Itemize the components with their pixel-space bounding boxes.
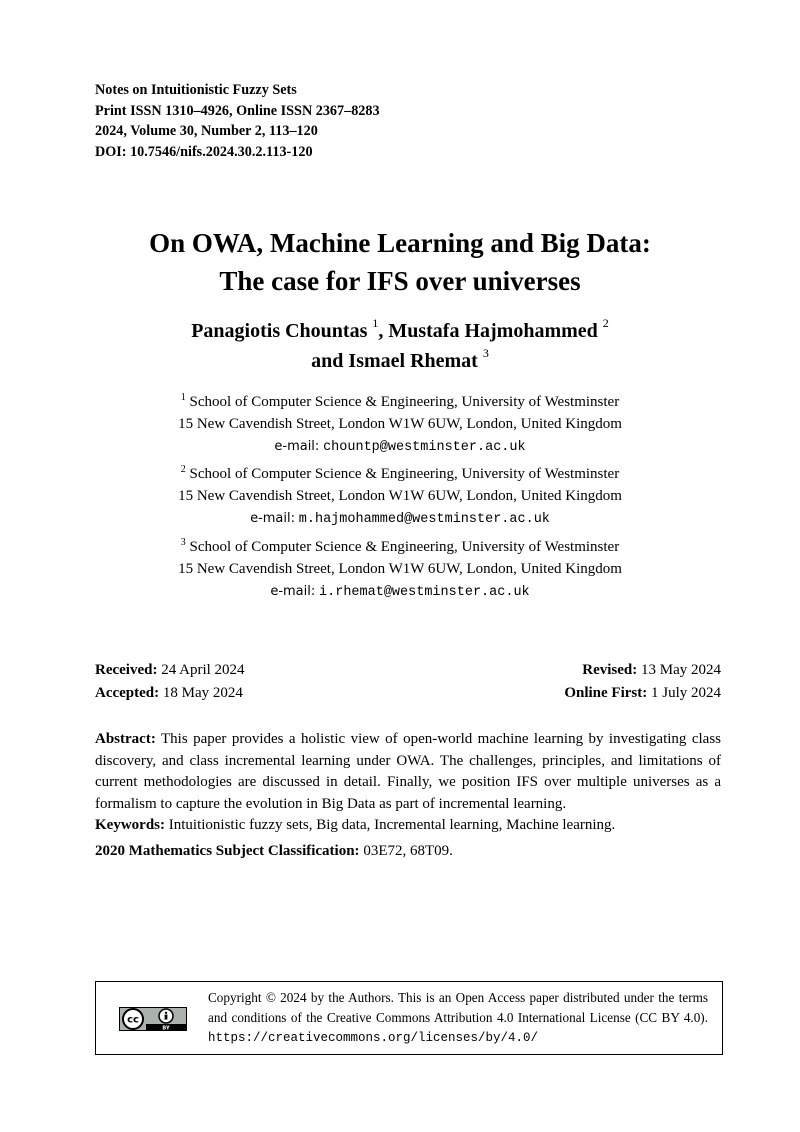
abstract-paragraph <box>95 729 721 815</box>
title-line-2: The case for IFS over universes <box>219 266 581 296</box>
email-link[interactable]: chountp@westminster.ac.uk <box>323 440 526 455</box>
affiliation-institution: School of Computer Science & Engineering, University of Westminster <box>189 539 620 555</box>
email-label: e-mail: <box>274 439 320 454</box>
email-link[interactable]: i.rhemat@westminster.ac.uk <box>319 585 530 600</box>
online-first-label: Online First: <box>564 685 648 701</box>
license-text <box>208 988 708 1049</box>
journal-name: Notes on Intuitionistic Fuzzy Sets <box>95 82 297 98</box>
affiliation-institution: School of Computer Science & Engineering, University of Westminster <box>189 466 620 482</box>
title-line-1: On OWA, Machine Learning and Big Data: <box>149 228 651 258</box>
msc-label: 2020 Mathematics Subject Classification: <box>95 842 360 859</box>
affiliation-3 <box>0 536 800 604</box>
abstract-text: This paper provides a holistic view of open-world machine learning by investigating class discovery, and class incremental learning under OWA. The challenges, principles, and limitations of current methodologies are discussed in detail. Finally, we position IFS over multiple universes as a formalism to capture the evolution in Big Data as part of incremental learning. <box>95 731 721 812</box>
affiliation-2 <box>0 463 800 531</box>
email-label: e-mail: <box>250 511 296 526</box>
abstract-label: Abstract: <box>95 731 156 747</box>
affiliation-institution: School of Computer Science & Engineering, University of Westminster <box>189 394 620 410</box>
author-superscript: 2 <box>602 316 609 331</box>
accepted-label: Accepted: <box>95 685 160 701</box>
received-label: Received: <box>95 662 158 678</box>
affiliation-superscript: 1 <box>180 392 186 403</box>
received-date: 24 April 2024 <box>161 662 245 678</box>
license-box <box>95 981 723 1055</box>
author-separator: , <box>378 320 384 342</box>
journal-issn: Print ISSN 1310–4926, Online ISSN 2367–8283 <box>95 102 380 119</box>
author-name: Mustafa Hajmohammed <box>388 320 598 342</box>
msc-text: 03E72, 68T09. <box>363 842 453 859</box>
affiliation-address: 15 New Cavendish Street, London W1W 6UW, London, United Kingdom <box>178 488 622 504</box>
affiliation-superscript: 2 <box>180 464 186 475</box>
keywords-paragraph <box>95 815 721 837</box>
author-separator-and: and <box>311 350 344 372</box>
author-name: Panagiotis Chountas <box>191 320 368 342</box>
affiliation-superscript: 3 <box>180 537 186 548</box>
dates-left <box>95 659 245 705</box>
author-name: Ismael Rhemat <box>348 350 478 372</box>
affiliation-address: 15 New Cavendish Street, London W1W 6UW, London, United Kingdom <box>178 416 622 432</box>
author-superscript: 1 <box>372 316 379 331</box>
author-list <box>0 316 800 376</box>
author-superscript: 3 <box>482 346 489 361</box>
by-badge-text: BY <box>162 1025 170 1031</box>
email-label: e-mail: <box>270 584 316 599</box>
license-url-link[interactable]: https://creativecommons.org/licenses/by/4.0/ <box>208 1031 539 1045</box>
email-link[interactable]: m.hajmohammed@westminster.ac.uk <box>298 512 550 527</box>
affiliation-address: 15 New Cavendish Street, London W1W 6UW, London, United Kingdom <box>178 561 622 577</box>
msc-paragraph <box>95 841 721 863</box>
revised-label: Revised: <box>582 662 638 678</box>
dates-right <box>564 659 721 705</box>
paper-title <box>0 224 800 300</box>
affiliation-1 <box>0 391 800 459</box>
copyright-text: Copyright © 2024 by the Authors. This is an Open Access paper distributed under the terms and conditions of the Creative Commons Attribution 4.0 International License (CC BY 4.0). <box>208 990 708 1025</box>
journal-header <box>95 80 380 162</box>
online-first-date: 1 July 2024 <box>650 685 721 701</box>
keywords-text: Intuitionistic fuzzy sets, Big data, Incremental learning, Machine learning. <box>168 817 616 833</box>
abstract-section <box>95 729 721 862</box>
journal-doi: DOI: 10.7546/nifs.2024.30.2.113-120 <box>95 143 313 160</box>
cc-badge-text: cc <box>127 1014 139 1026</box>
revised-date: 13 May 2024 <box>641 662 721 678</box>
journal-volume: 2024, Volume 30, Number 2, 113–120 <box>95 123 318 139</box>
keywords-label: Keywords: <box>95 817 165 833</box>
cc-by-license-icon[interactable] <box>119 1007 187 1031</box>
accepted-date: 18 May 2024 <box>162 685 243 701</box>
